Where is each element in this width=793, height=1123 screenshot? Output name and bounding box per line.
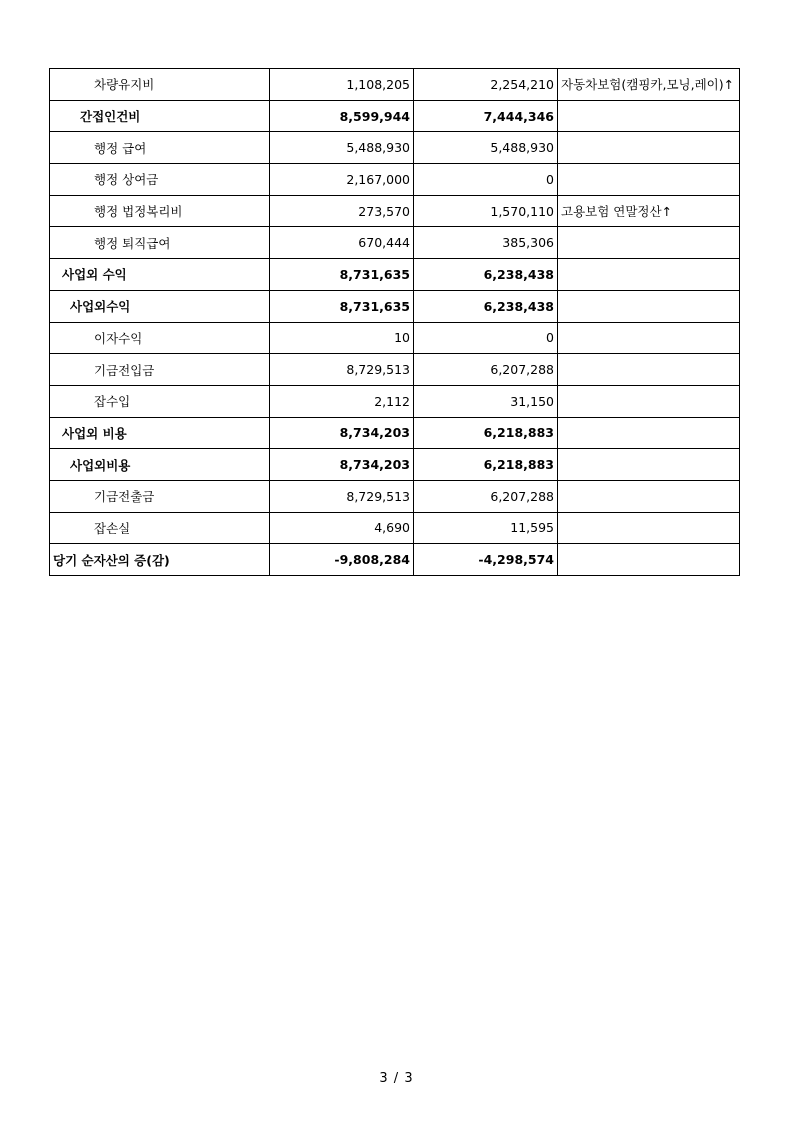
table-row [50, 417, 740, 449]
account-name: 잡손실 [50, 512, 270, 544]
table-row [50, 480, 740, 512]
remark [558, 227, 740, 259]
remark: 고용보험 연말정산↑ [558, 195, 740, 227]
previous-amount: 5,488,930 [414, 132, 558, 164]
table-row [50, 449, 740, 481]
table-row [50, 164, 740, 196]
account-name: 차량유지비 [50, 69, 270, 101]
remark [558, 290, 740, 322]
account-name: 잡수입 [50, 385, 270, 417]
table-row [50, 259, 740, 291]
table-row [50, 195, 740, 227]
previous-amount: 385,306 [414, 227, 558, 259]
remark [558, 512, 740, 544]
table-row [50, 290, 740, 322]
remark [558, 322, 740, 354]
remark [558, 132, 740, 164]
table-row [50, 132, 740, 164]
account-name: 행정 상여금 [50, 164, 270, 196]
remark [558, 449, 740, 481]
table-row [50, 354, 740, 386]
remark [558, 385, 740, 417]
previous-amount: 7,444,346 [414, 100, 558, 132]
previous-amount: 0 [414, 322, 558, 354]
current-amount: 2,167,000 [270, 164, 414, 196]
account-name: 기금전출금 [50, 480, 270, 512]
table-row [50, 100, 740, 132]
current-amount: 8,731,635 [270, 259, 414, 291]
previous-amount: -4,298,574 [414, 544, 558, 576]
account-name: 사업외 비용 [50, 417, 270, 449]
remark: 자동차보험(캠핑카,모닝,레이)↑ [558, 69, 740, 101]
remark [558, 480, 740, 512]
account-name: 간접인건비 [50, 100, 270, 132]
remark [558, 417, 740, 449]
current-amount: 8,729,513 [270, 354, 414, 386]
remark [558, 544, 740, 576]
account-name: 사업외수익 [50, 290, 270, 322]
account-name: 행정 퇴직급여 [50, 227, 270, 259]
table-row [50, 69, 740, 101]
previous-amount: 1,570,110 [414, 195, 558, 227]
current-amount: 8,734,203 [270, 449, 414, 481]
remark [558, 354, 740, 386]
table-row [50, 227, 740, 259]
table-row [50, 512, 740, 544]
remark [558, 259, 740, 291]
current-amount: 273,570 [270, 195, 414, 227]
page-number: 3 / 3 [379, 1071, 414, 1086]
previous-amount: 11,595 [414, 512, 558, 544]
financial-statement-table [49, 68, 740, 576]
current-amount: 8,731,635 [270, 290, 414, 322]
current-amount: 10 [270, 322, 414, 354]
previous-amount: 6,218,883 [414, 449, 558, 481]
table-row [50, 544, 740, 576]
current-amount: 8,734,203 [270, 417, 414, 449]
current-amount: 2,112 [270, 385, 414, 417]
remark [558, 164, 740, 196]
account-name: 이자수익 [50, 322, 270, 354]
previous-amount: 6,207,288 [414, 354, 558, 386]
previous-amount: 0 [414, 164, 558, 196]
current-amount: 5,488,930 [270, 132, 414, 164]
table-row [50, 385, 740, 417]
account-name: 행정 급여 [50, 132, 270, 164]
previous-amount: 2,254,210 [414, 69, 558, 101]
current-amount: 8,729,513 [270, 480, 414, 512]
account-name: 기금전입금 [50, 354, 270, 386]
account-name: 사업외비용 [50, 449, 270, 481]
previous-amount: 6,238,438 [414, 259, 558, 291]
current-amount: 670,444 [270, 227, 414, 259]
account-name: 당기 순자산의 증(감) [50, 544, 270, 576]
previous-amount: 6,207,288 [414, 480, 558, 512]
current-amount: 4,690 [270, 512, 414, 544]
previous-amount: 6,238,438 [414, 290, 558, 322]
account-name: 행정 법정복리비 [50, 195, 270, 227]
remark [558, 100, 740, 132]
table-row [50, 322, 740, 354]
current-amount: 8,599,944 [270, 100, 414, 132]
account-name: 사업외 수익 [50, 259, 270, 291]
current-amount: -9,808,284 [270, 544, 414, 576]
current-amount: 1,108,205 [270, 69, 414, 101]
previous-amount: 31,150 [414, 385, 558, 417]
previous-amount: 6,218,883 [414, 417, 558, 449]
